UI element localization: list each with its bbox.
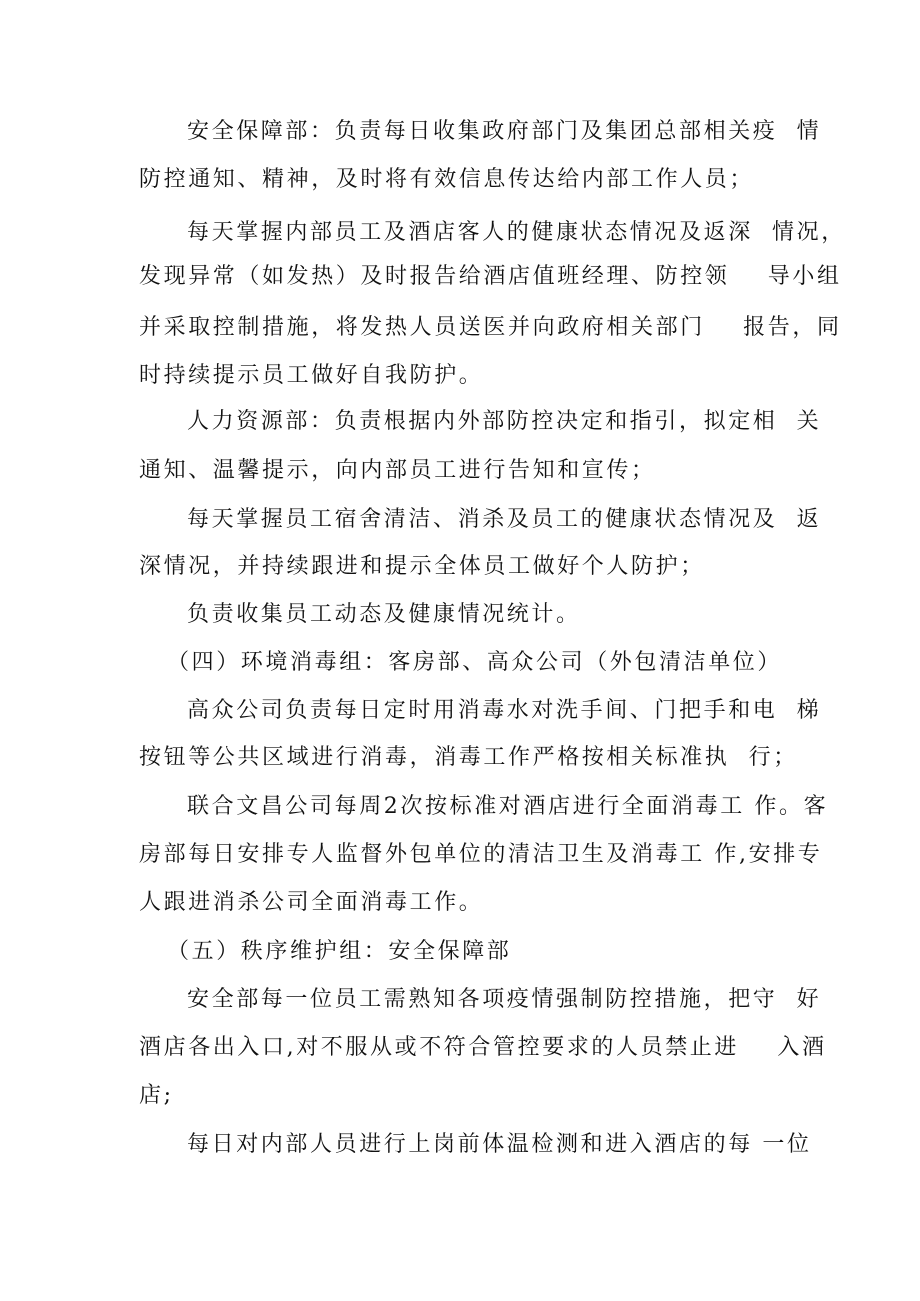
text-line: 安全保障部：负责每日收集政府部门及集团总部相关疫 情 xyxy=(187,119,822,144)
text-line: 防控通知、精神，及时将有效信息传达给内部工作人员； xyxy=(139,167,755,192)
section-heading: （四）环境消毒组：客房部、高众公司（外包清洁单位） xyxy=(167,650,783,675)
text-line: 通知、温馨提示，向内部员工进行告知和宣传； xyxy=(139,458,656,483)
text-line: 时持续提示员工做好自我防护。 xyxy=(139,363,484,388)
text-line: 酒店各出入口,对不服从或不符合管控要求的人员禁止进 入酒 xyxy=(139,1035,827,1060)
text-line: 联合文昌公司每周2次按标准对酒店进行全面消毒工 作。客 xyxy=(187,794,829,819)
text-line: 深情况，并持续跟进和提示全体员工做好个人防护； xyxy=(139,554,705,579)
text-line: 每天掌握内部员工及酒店客人的健康状态情况及返深 情况， xyxy=(187,220,846,245)
text-line: 房部每日安排专人监督外包单位的清洁卫生及消毒工 作,安排专 xyxy=(139,842,823,867)
text-line: 安全部每一位员工需熟知各项疫情强制防控措施，把守 好 xyxy=(187,987,822,1012)
text-line: 发现异常（如发热）及时报告给酒店值班经理、防控领 导小组 xyxy=(139,264,842,289)
text-line: 每日对内部人员进行上岗前体温检测和进入酒店的每 一位 xyxy=(187,1132,812,1157)
text-line: 店; xyxy=(139,1083,174,1108)
text-line: 按钮等公共区域进行消毒，消毒工作严格按相关标准执 行； xyxy=(139,745,798,770)
text-line: 人力资源部：负责根据内外部防控决定和指引，拟定相 关 xyxy=(187,409,822,434)
text-line: 人跟进消杀公司全面消毒工作。 xyxy=(139,890,484,915)
text-line: 负责收集员工动态及健康情况统计。 xyxy=(187,602,581,627)
text-line: 并采取控制措施，将发热人员送医并向政府相关部门 报告，同 xyxy=(139,315,842,340)
section-heading: （五）秩序维护组：安全保障部 xyxy=(167,939,512,964)
text-line: 每天掌握员工宿舍清洁、消杀及员工的健康状态情况及 返 xyxy=(187,507,822,532)
text-line: 高众公司负责每日定时用消毒水对洗手间、门把手和电 梯 xyxy=(187,698,822,723)
